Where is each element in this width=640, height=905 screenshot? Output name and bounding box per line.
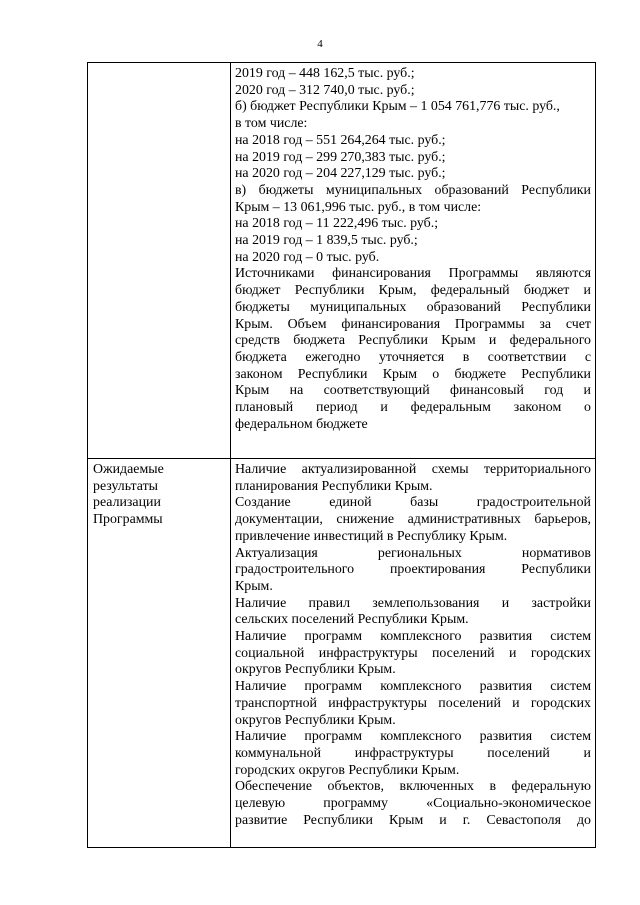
text-line: на 2019 год – 1 839,5 тыс. руб.; — [235, 233, 418, 249]
text-line: в том числе: — [235, 116, 308, 132]
row-label — [88, 459, 230, 529]
text-line: Крым на соответствующий финансовый год и — [235, 383, 591, 399]
row-content-cell — [231, 63, 596, 459]
text-line: документации, снижение административных барьеров, — [235, 512, 591, 528]
text-line: городских округов Республики Крым. — [235, 762, 460, 778]
text-line: планирования Республики Крым. — [235, 478, 433, 494]
text-line: коммунальной инфраструктуры поселений и — [235, 745, 591, 761]
program-passport-table — [87, 62, 596, 848]
text-line: бюджет Республики Крым, федеральный бюджет и — [235, 283, 591, 299]
text-line: законом Республики Крым о бюджете Республики — [235, 366, 591, 382]
text-line: целевую программу «Социально-экономическое — [235, 796, 591, 812]
text-line: Наличие программ комплексного развития систем — [235, 729, 591, 745]
table-row-expected-results — [88, 459, 596, 848]
text-line: Крым – 13 061,996 тыс. руб., в том числе: — [235, 199, 482, 215]
text-line: 2020 год – 312 740,0 тыс. руб.; — [235, 82, 415, 98]
row-content-cell — [231, 459, 596, 848]
text-line: социальной инфраструктуры поселений и городских — [235, 645, 591, 661]
text-line: Актуализация региональных нормативов — [235, 545, 591, 561]
text-line: на 2018 год – 11 222,496 тыс. руб.; — [235, 216, 439, 232]
text-line: Наличие программ комплексного развития систем — [235, 629, 591, 645]
text-line: Наличие правил землепользования и застройки — [235, 595, 591, 611]
text-line: Создание единой базы градостроительной — [235, 495, 591, 511]
text-line: транспортной инфраструктуры поселений и городских — [235, 695, 591, 711]
text-line: б) бюджет Республики Крым – 1 054 761,776 тыс. руб., — [235, 99, 560, 115]
text-line: федеральном бюджете — [235, 416, 368, 432]
text-line: округов Республики Крым. — [235, 712, 396, 728]
financing-text — [231, 63, 595, 433]
text-line: на 2020 год – 0 тыс. руб. — [235, 249, 380, 265]
text-line: бюджеты муниципальных образований Республики — [235, 299, 591, 315]
text-line: градостроительного проектирования Республики — [235, 562, 591, 578]
text-line: Крым. Объем финансирования Программы за счет — [235, 316, 591, 332]
row-label — [88, 63, 230, 66]
table-row-financing — [88, 63, 596, 459]
label-line: Программы — [93, 512, 163, 528]
text-line: Наличие программ комплексного развития систем — [235, 679, 591, 695]
text-line: Наличие актуализированной схемы территориального — [235, 462, 591, 477]
text-line: на 2018 год – 551 264,264 тыс. руб.; — [235, 132, 446, 148]
text-line: на 2020 год – 204 227,129 тыс. руб.; — [235, 166, 446, 182]
row-label-cell — [88, 63, 231, 459]
text-line: Крым. — [235, 578, 273, 594]
label-line: реализации — [93, 495, 161, 511]
text-line: 2019 год – 448 162,5 тыс. руб.; — [235, 66, 415, 81]
text-line: Источниками финансирования Программы являются — [235, 266, 591, 282]
text-line: развитие Республики Крым и г. Севастополя до — [235, 812, 591, 828]
label-line: Ожидаемые — [93, 462, 164, 477]
text-line: плановый период и федеральным законом о — [235, 400, 591, 416]
page-number: 4 — [317, 38, 323, 50]
expected-results-text — [231, 459, 595, 829]
text-line: округов Республики Крым. — [235, 662, 396, 678]
text-line: на 2019 год – 299 270,383 тыс. руб.; — [235, 149, 446, 165]
label-line: результаты — [93, 478, 158, 494]
text-line: в) бюджеты муниципальных образований Республики — [235, 182, 591, 198]
text-line: средств бюджета Республики Крым и федерального — [235, 333, 591, 349]
text-line: бюджета ежегодно уточняется в соответствии с — [235, 349, 591, 365]
text-line: сельских поселений Республики Крым. — [235, 612, 469, 628]
text-line: привлечение инвестиций в Республику Крым. — [235, 528, 508, 544]
row-label-cell — [88, 459, 231, 848]
text-line: Обеспечение объектов, включенных в федеральную — [235, 779, 591, 795]
